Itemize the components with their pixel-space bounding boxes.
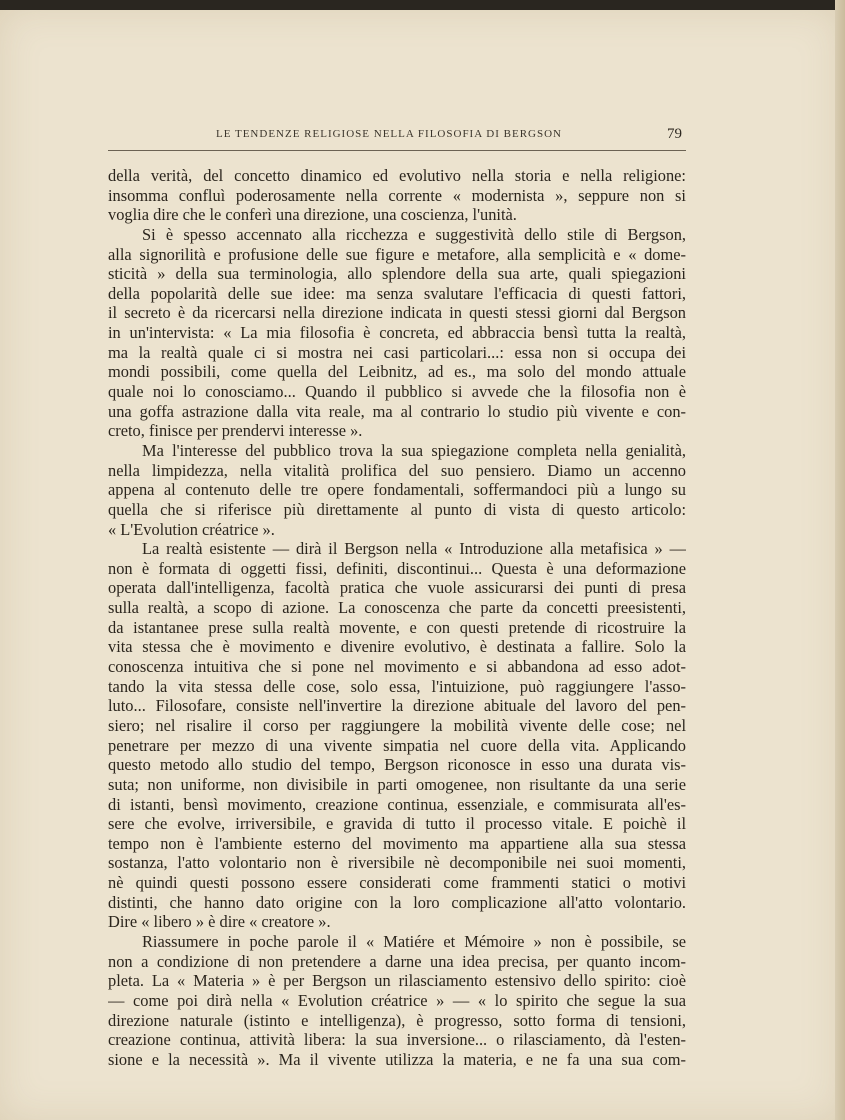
text-line: pleta. La « Materia » è per Bergson un rilasciamento estensivo dello spirito: cioè [108, 971, 686, 991]
text-line: creazione continua, attività libera: la sua inversione... o rilasciamento, dà l'esten- [108, 1030, 686, 1050]
text-line: ma la realtà quale ci si mostra nei casi particolari...: essa non si occupa dei [108, 342, 686, 362]
text-line: questo metodo allo studio del tempo, Bergson riconosce in esso una durata vis- [108, 755, 686, 775]
text-line: creto, finisce per prendervi interesse ». [108, 421, 363, 441]
text-line: Riassumere in poche parole il « Matiére et Mémoire » non è possibile, se [142, 931, 686, 951]
text-line: in un'intervista: « La mia filosofia è concreta, ed abbraccia bensì tutta la realtà, [108, 323, 686, 343]
text-line: non a condizione di non pretendere a darne una idea precisa, per quanto incom- [108, 951, 686, 971]
text-line: mondi possibili, come quella del Leibnitz, ad es., ma solo del mondo attuale [108, 362, 686, 382]
text-line: sulla realtà, a scopo di azione. La conoscenza che parte da concetti preesistenti, [108, 598, 686, 618]
text-line: penetrare per mezzo di una vivente simpatia nel cuore della vita. Applicando [108, 735, 686, 755]
body-text [108, 166, 686, 1069]
text-line: tempo non è l'ambiente esterno del movimento ma appartiene alla sua stessa [108, 833, 686, 853]
text-line: suta; non uniforme, non divisibile in parti omogenee, non risultante da una serie [108, 774, 686, 794]
text-line: quella che si riferisce più direttamente al punto di vista di questo articolo: [108, 499, 686, 519]
text-line: di istanti, bensì movimento, creazione continua, essenziale, e commisurata all'es- [108, 794, 686, 814]
running-title: LE TENDENZE RELIGIOSE NELLA FILOSOFIA DI BERGSON [216, 128, 563, 140]
text-line: siero; nel risalire il corso per raggiungere la mobilità vivente delle cose; nel [108, 715, 686, 735]
text-line: Si è spesso accennato alla ricchezza e suggestività dello stile di Bergson, [142, 224, 686, 244]
text-line: conoscenza intuitiva che si pone nel movimento e si abbandona ad esso adot- [108, 657, 686, 677]
text-line: operata dall'intelligenza, facoltà pratica che vuole assicurarsi dei punti di presa [108, 578, 686, 598]
book-page [0, 8, 840, 1120]
text-line: alla signorilità e profusione delle sue figure e metafore, alla semplicità e « dome- [108, 244, 686, 264]
text-line: — come poi dirà nella « Evolution créatrice » — « lo spirito che segue la sua [108, 990, 686, 1010]
text-line: non è formata di oggetti fissi, definiti, discontinui... Questa è una deformazione [108, 558, 686, 578]
text-line: appena al contenuto delle tre opere fondamentali, soffermandoci più a lungo su [108, 480, 686, 500]
text-line: quale noi lo conosciamo... Quando il pubblico si avvede che la filosofia non è [108, 382, 686, 402]
text-line: vita stessa che è movimento e divenire evolutivo, è destinata a fallire. Solo la [108, 637, 686, 657]
text-line: della verità, del concetto dinamico ed evolutivo nella storia e nella religione: [108, 166, 686, 185]
text-line: direzione naturale (istinto e intelligenza), è progresso, sotto forma di tensioni, [108, 1010, 686, 1030]
text-line: una goffa astrazione dalla vita reale, ma al contrario lo studio più vivente e con- [108, 401, 686, 421]
top-edge [0, 0, 845, 10]
text-line: tando la vita stessa delle cose, solo essa, l'intuizione, può raggiungere l'asso- [108, 676, 686, 696]
text-line: distinti, che hanno dato origine con la loro complicazione all'atto volontario. [108, 892, 686, 912]
page-edge [835, 0, 845, 1120]
text-line: luto... Filosofare, consiste nell'invertire la direzione abituale del lavoro del pen- [108, 696, 686, 716]
text-line: Ma l'interesse del pubblico trova la sua spiegazione completa nella genialità, [142, 440, 686, 460]
text-line: sere che evolve, irriversibile, e gravida di tutto il processo vitale. E poichè il [108, 814, 686, 834]
text-line: insomma confluì poderosamente nella corrente « modernista », seppure non si [108, 185, 686, 205]
text-line: voglia dire che le conferì una direzione, una coscienza, l'unità. [108, 205, 517, 225]
text-line: La realtà esistente — dirà il Bergson nella « Introduzione alla metafisica » — [142, 539, 686, 559]
text-line: « L'Evolution créatrice ». [108, 519, 275, 539]
text-line: Dire « libero » è dire « creatore ». [108, 912, 331, 932]
text-line: della popolarità delle sue idee: ma senza svalutare l'efficacia di questi fattori, [108, 283, 686, 303]
page-number: 79 [667, 126, 682, 142]
text-line: il secreto è da ricercarsi nella direzione indicata in questi stessi giorni dal Bergson [108, 303, 686, 323]
text-line: da istantanee prese sulla realtà movente, e con questi pretende di ricostruire la [108, 617, 686, 637]
text-line: nella limpidezza, nella vitalità prolifica del suo pensiero. Diamo un accenno [108, 460, 686, 480]
text-line: nè quindi questi possono essere considerati come frammenti statici o motivi [108, 873, 686, 893]
running-header [108, 126, 686, 151]
text-line: sticità » della sua terminologia, allo splendore della sua arte, quali spiegazioni [108, 264, 686, 284]
text-line: sione e la necessità ». Ma il vivente utilizza la materia, e ne fa una sua com- [108, 1049, 686, 1069]
text-line: sostanza, l'atto volontario non è riversibile nè decomponibile nei suoi momenti, [108, 853, 686, 873]
